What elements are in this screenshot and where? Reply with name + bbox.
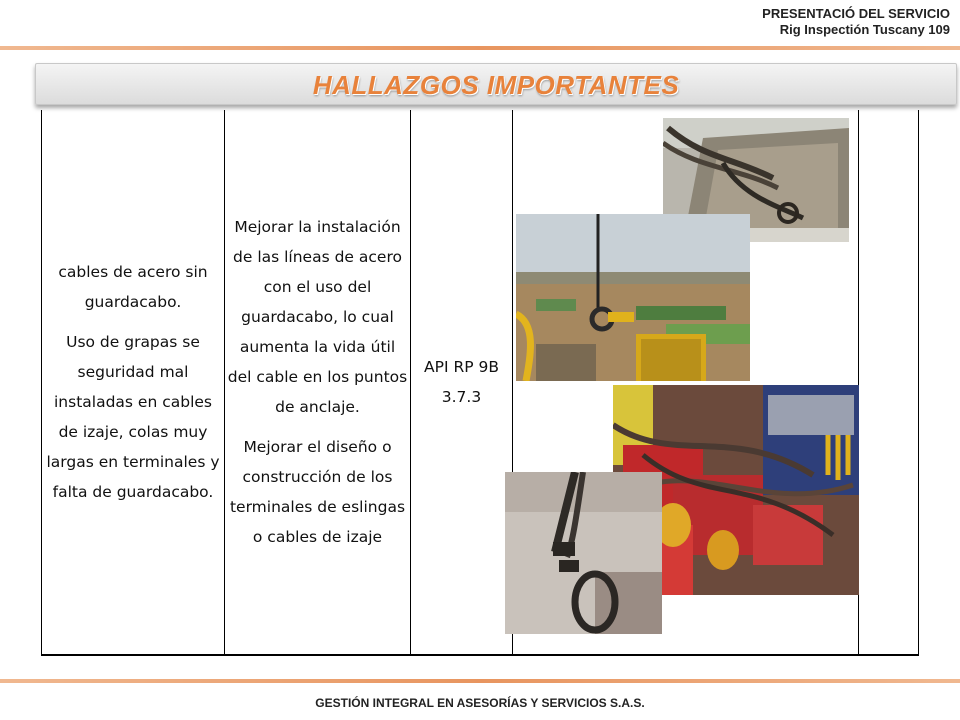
recommendation-cell [225, 110, 411, 655]
empty-cell [859, 110, 919, 655]
header-line-1: PRESENTACIÓ DEL SERVICIO [762, 6, 950, 21]
slide-header [762, 6, 950, 38]
header-line-2: Rig Inspectión Tuscany 109 [779, 22, 950, 37]
finding-text-2: Uso de grapas se seguridad mal instaladas en cables de izaje, colas muy largas en terminales y falta de guardacabo. [46, 333, 220, 501]
footer-text: GESTIÓN INTEGRAL EN ASESORÍAS Y SERVICIOS S.A.S. [315, 696, 645, 710]
rope-terminal-photo [505, 472, 662, 634]
recommendation-text-2: Mejorar el diseño o construcción de los terminales de eslingas o cables de izaje [229, 438, 406, 546]
title-banner [35, 63, 957, 105]
findings-table [41, 110, 919, 656]
footer-rule [0, 679, 960, 683]
rig-shackle-photo [516, 214, 750, 381]
recommendation-text-1: Mejorar la instalación de las líneas de acero con el uso del guardacabo, lo cual aumenta la vida útil del cable en los puntos de anclaje. [227, 218, 408, 416]
photos-cell [513, 110, 859, 655]
finding-cell [42, 110, 225, 655]
reference-cell: API RP 9B 3.7.3 [411, 110, 513, 655]
table-row [42, 110, 919, 655]
slide-title: HALLAZGOS IMPORTANTES [312, 70, 680, 100]
header-rule [0, 46, 960, 50]
finding-text-1: cables de acero sin guardacabo. [58, 263, 208, 311]
